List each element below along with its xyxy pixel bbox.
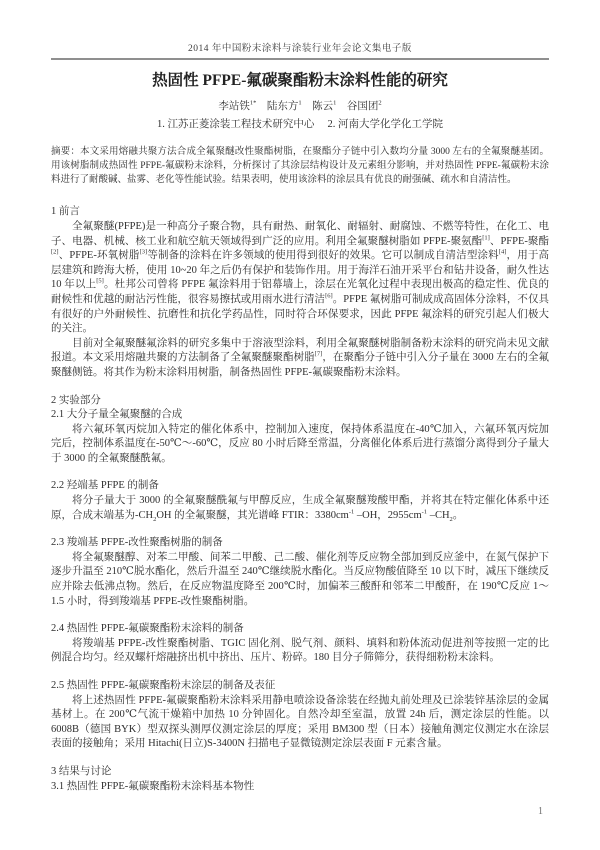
abstract-paragraph: 摘要：本文采用熔融共聚方法合成全氟聚醚改性聚酯树脂，在聚酯分子链中引入数均分量 3000 左右的全氟聚醚基团。用该树脂制成热固性 PFPE-氟碳粉末涂料，分析探讨了其涂层结构设计及元素组分影响，并对热固性 PFPE-氟碳粉末涂料进行了耐酸碱、盐雾、老化等性能试验。结果表明，使用该涂料的涂层具有优良的耐强碱、疏水和自清洁性。 — [51, 147, 549, 185]
introduction-paragraph-2: 目前对全氟聚醚氟涂料的研究多集中于溶液型涂料，利用全氟聚醚树脂制备粉末涂料的研究尚未见文献报道。本文采用熔融共聚的方法制备了全氟聚醚聚酯树脂[7]，在聚酯分子链中引入分子量在 3000 左右的全氟聚醚侧链。将其作为粉末涂料用树脂，制备热固性 PFPE-氟碳聚酯粉末涂料。 — [51, 337, 549, 378]
subsection-2-2-paragraph: 将分子量大于 3000 的全氟聚醚酰氟与甲醇反应，生成全氟聚醚羧酸甲酯，并将其在特定催化体系中还原，合成末端基为$-CH_2OH$ 的全氟聚醚，其光谱峰 FTIR：$3380cm^{-1}$ –OH，$2955cm^{-1}$ $-CH_2$。 — [51, 495, 549, 523]
subsection-heading-3-1: 3.1 热固性 PFPE-氟碳聚酯粉末涂料基本物性 — [51, 780, 255, 792]
section-heading-introduction: 1 前言 — [51, 206, 80, 218]
subsection-heading-2-1: 2.1 大分子量全氟聚醚的合成 — [51, 409, 183, 421]
paper-title: 热固性 PFPE-氟碳聚酯粉末涂料性能的研究 — [152, 72, 448, 89]
subsection-2-1-paragraph: 将六氟环氧丙烷加入特定的催化体系中，控制加入速度，保持体系温度在-40℃加入，六氟环氧丙烷加完后，控制体系温度在-50℃～-60℃，反应 80 小时后降至常温，分离催化体系后进行蒸馏分离得到分子量大于 3000 的全氟聚醚酰氟。 — [51, 423, 549, 464]
subsection-2-4-paragraph: 将羧端基 PFPE-改性聚酯树脂、TGIC 固化剂、脱气剂、颜料、填料和粉体流动促进剂等按照一定的比例混合均匀。经双螺杆熔融挤出机中挤出、压片、粉碎。180 目分子筛筛分，获得细粉粉末涂料。 — [51, 637, 549, 664]
subsection-2-3-paragraph: 将全氟聚醚醇、对苯二甲酸、间苯二甲酸、己二酸、催化剂等反应物全部加到反应釜中，在氮气保护下逐步升温至 210℃脱水酯化，然后升温至 240℃继续脱水酯化。当反应物酸值降至 10 以下时，减压下继续反应并除去低沸点物。然后，在反应物温度降至 200℃时，加偏苯三酸酐和邻苯二甲酸酐，在 190℃反应 1～1.5 小时，得到羧端基 PFPE-改性聚酯树脂。 — [51, 551, 549, 607]
authors-line: 李站铁$^{1*}$ 陆东方$^1$ 陈云$^1$ 谷国团$^2$ — [218, 99, 382, 112]
introduction-paragraph-1: 全氟聚醚(PFPE)是一种高分子聚合物，具有耐热、耐氧化、耐辐射、耐腐蚀、不燃等特性，在化工、电子、电器、机械、核工业和航空航天领域得到广泛的应用。利用全氟聚醚树脂如 PFPE-聚氨酯[1]、PFPE-聚酯[2]、PFPE-环氧树脂[3]等制备的涂料在许多领域的使用得到很好的效果。它可以制成自清洁型涂料[4]，用于高层建筑和跨海大桥，使用 10~20 年之后仍有保护和装饰作用。用于海洋石油开采平台和钻井设备，耐久性达 10 年以上[5]。杜邦公司曾将 PFPE 氟涂料用于铝幕墙上，涂层在光氧化过程中表现出极高的稳定性、优良的耐候性和优越的耐沾污性能，很容易擦拭或用雨水进行清洁[6]。PFPE 氟树脂可制成成高固体分涂料，不仅具有很好的户外耐候性、抗磨性和抗化学药品性，同时符合环保要求，因此 PFPE 氟涂料的研究引起人们极大的关注。 — [51, 220, 550, 335]
header-rule — [51, 58, 549, 60]
section-heading-results: 3 结果与讨论 — [51, 765, 112, 777]
section-heading-experimental: 2 实验部分 — [51, 394, 101, 406]
proceedings-header: 2014 年中国粉末涂料与涂装行业年会论文集电子版 — [188, 44, 412, 54]
subsection-2-5-paragraph: 将上述热固性 PFPE-氟碳聚酯粉末涂料采用静电喷涂设备涂装在经抛丸前处理及已涂装锌基涂层的金属基材上。在 200℃气流干燥箱中加热 10 分钟固化。自然冷却至室温，放置 24h 后，测定涂层的性能。以 6008B（德国 BYK）型双探头测厚仪测定涂层的厚度；采用 BM300 型（日本）接触角测定仪测定水在涂层表面的接触角；采用 Hitachi(日立)S-3400N 扫描电子显微镜测定涂层表面 F 元素含量。 — [51, 694, 549, 750]
subsection-heading-2-2: 2.2 羟端基 PFPE 的制备 — [51, 480, 159, 492]
paper-body — [51, 205, 549, 794]
page-number: 1 — [538, 806, 543, 818]
subsection-heading-2-3: 2.3 羧端基 PFPE-改性聚酯树脂的制备 — [51, 537, 223, 549]
subsection-heading-2-4: 2.4 热固性 PFPE-氟碳聚酯粉末涂料的制备 — [51, 623, 244, 635]
subsection-heading-2-5: 2.5 热固性 PFPE-氟碳聚酯粉末涂层的制备及表征 — [51, 680, 276, 692]
affiliations-line: 1. 江苏正菱涂装工程技术研究中心 2. 河南大学化学化工学院 — [156, 119, 444, 130]
